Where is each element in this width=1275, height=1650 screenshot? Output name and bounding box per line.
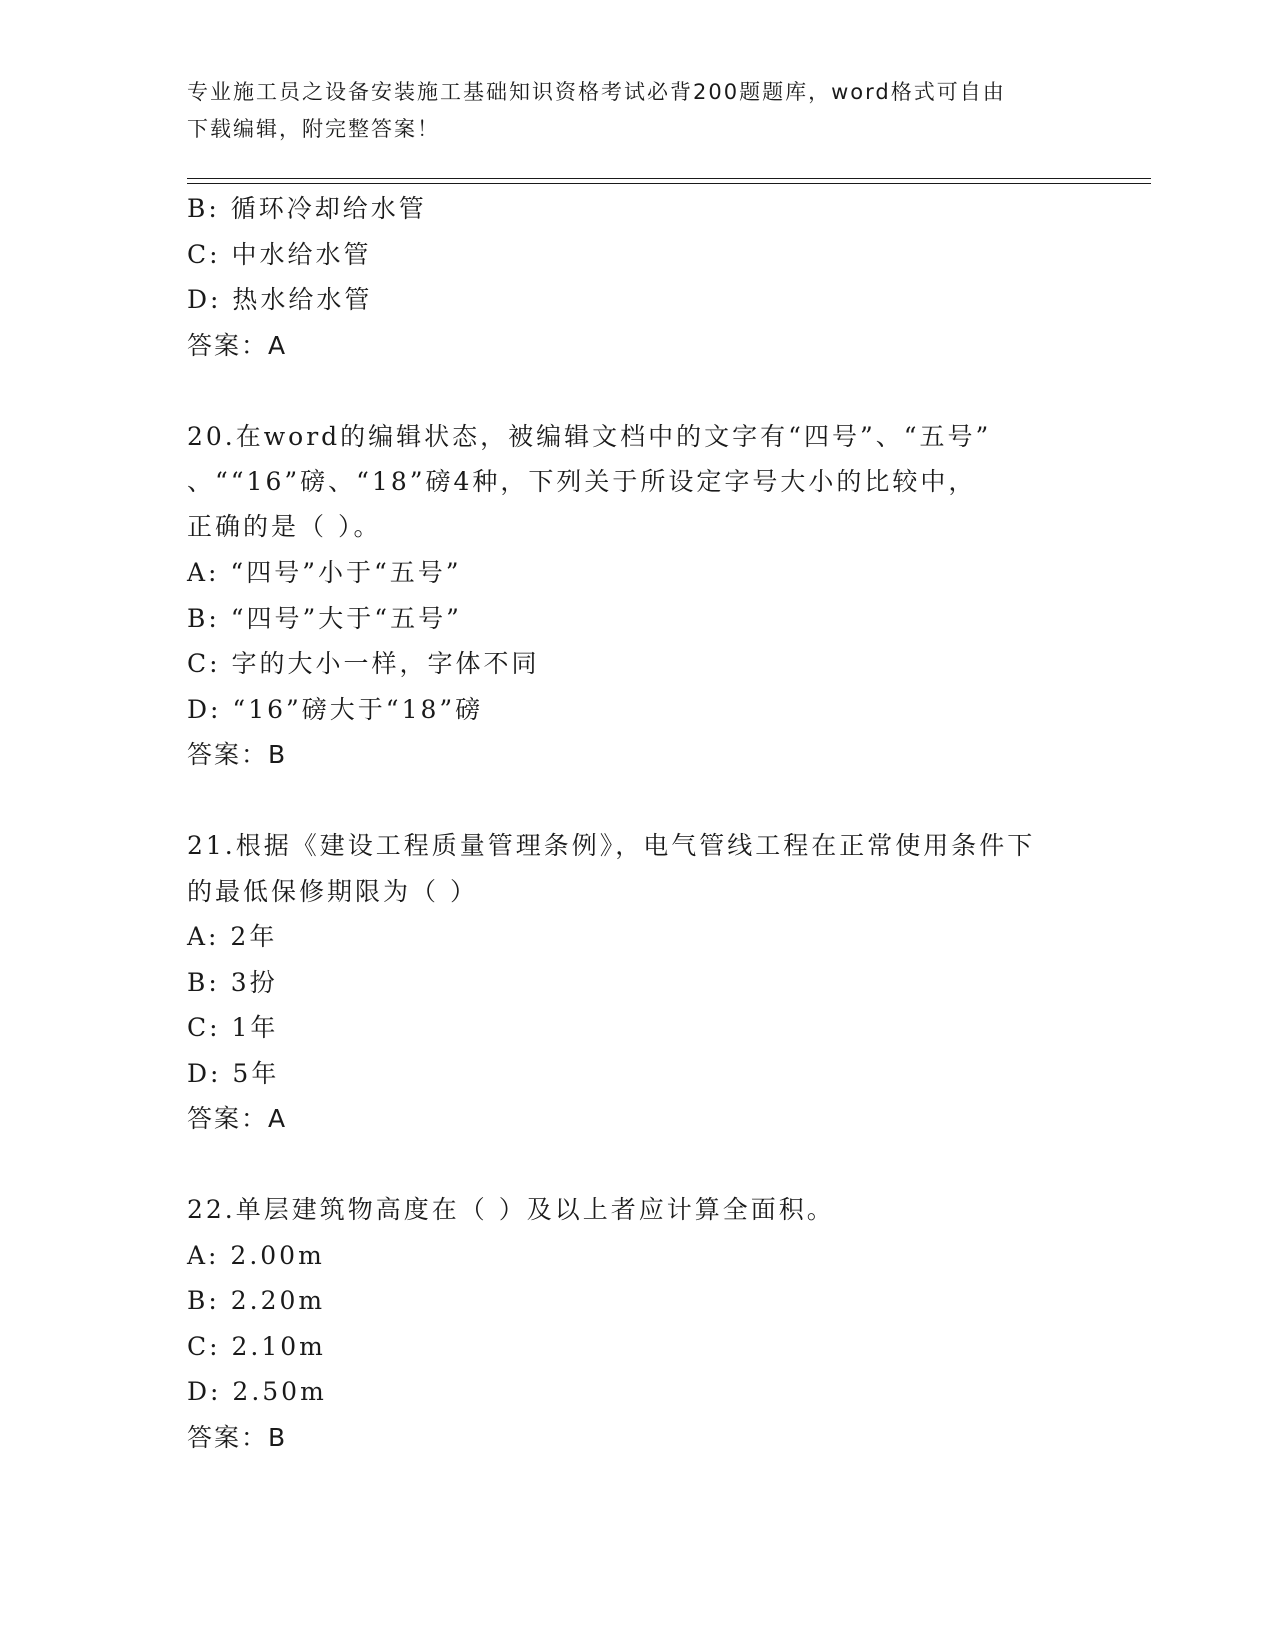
- question-20-answer: 答案：B: [187, 740, 288, 769]
- question-21-answer: 答案：A: [187, 1104, 288, 1133]
- document-header: [187, 74, 1067, 148]
- question-22-line-1: 22.单层建筑物高度在（ ）及以上者应计算全面积。: [187, 1195, 835, 1224]
- question-21-line-1: 21.根据《建设工程质量管理条例》，电气管线工程在正常使用条件下: [187, 831, 1036, 860]
- answer: 答案：A: [187, 331, 288, 360]
- question-21-option-b: B: 3扮: [187, 968, 278, 997]
- question-20-line-3: 正确的是（ ）。: [187, 512, 382, 541]
- header-line-2: 下载编辑，附完整答案！: [187, 117, 440, 141]
- option-d: D: 热水给水管: [187, 285, 373, 314]
- question-21-option-c: C: 1年: [187, 1013, 279, 1042]
- question-21-option-d: D: 5年: [187, 1059, 280, 1088]
- question-22-answer: 答案：B: [187, 1423, 288, 1452]
- question-21-option-a: A: 2年: [187, 922, 278, 951]
- header-line-1: 专业施工员之设备安装施工基础知识资格考试必背200题题库，word格式可自由: [187, 80, 1006, 104]
- question-22-option-b: B: 2.20m: [187, 1286, 326, 1315]
- question-22-option-a: A: 2.00m: [187, 1241, 325, 1270]
- question-22-option-d: D: 2.50m: [187, 1377, 327, 1406]
- question-20-option-b: B: “四号”大于“五号”: [187, 604, 462, 633]
- question-20-line-1: 20.在word的编辑状态，被编辑文档中的文字有“四号”、“五号”: [187, 422, 992, 451]
- question-20-line-2: 、““16”磅、“18”磅4种，下列关于所设定字号大小的比较中，: [187, 467, 977, 496]
- question-21-line-2: 的最低保修期限为（ ）: [187, 877, 478, 906]
- question-20-option-c: C: 字的大小一样，字体不同: [187, 649, 540, 678]
- question-22-option-c: C: 2.10m: [187, 1332, 326, 1361]
- question-20-option-a: A: “四号”小于“五号”: [187, 558, 462, 587]
- option-c: C: 中水给水管: [187, 240, 372, 269]
- option-b: B: 循环冷却给水管: [187, 194, 427, 223]
- header-divider-bottom: [187, 183, 1151, 184]
- question-20-option-d: D: “16”磅大于“18”磅: [187, 695, 484, 724]
- header-divider-top: [187, 178, 1151, 179]
